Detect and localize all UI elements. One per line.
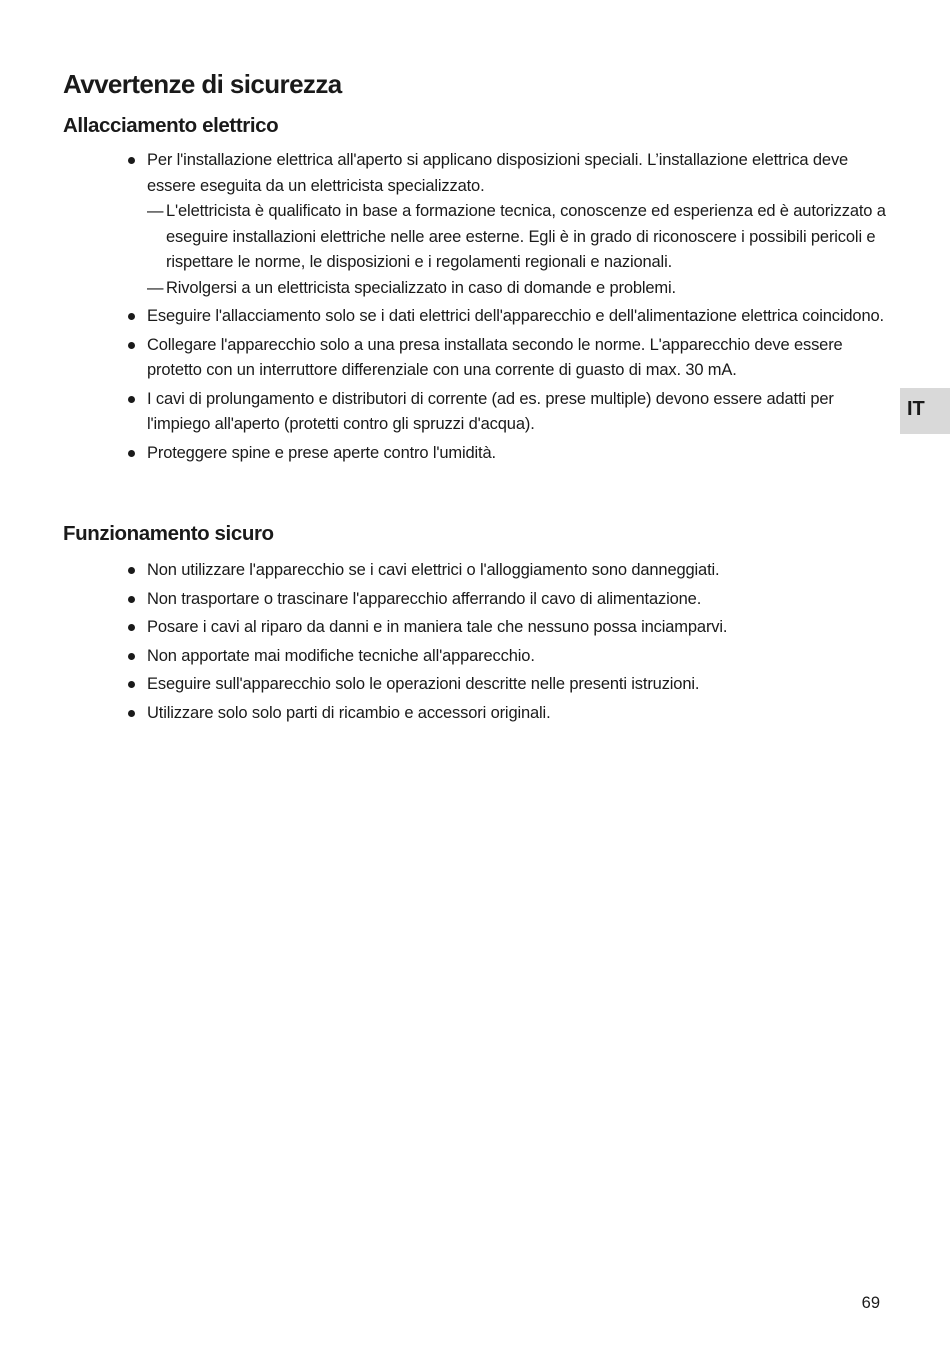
list-item-text: Collegare l'apparecchio solo a una presa installata secondo le norme. L'apparecchio deve essere protetto con un interruttore differenziale con una corrente di guasto di max. 30 mA. xyxy=(147,335,843,379)
bullet-icon xyxy=(128,596,135,603)
list-item-text: Proteggere spine e prese aperte contro l'umidità. xyxy=(147,443,496,462)
sub-list-item xyxy=(147,276,887,302)
list-item-text: Non utilizzare l'apparecchio se i cavi elettrici o l'alloggiamento sono danneggiati. xyxy=(147,561,720,579)
bullet-icon xyxy=(128,653,135,660)
sub-list-item-text: Rivolgersi a un elettricista specializzato in caso di domande e problemi. xyxy=(166,278,676,297)
list-item xyxy=(127,615,887,641)
list-item xyxy=(127,672,887,698)
bullet-icon xyxy=(128,313,135,320)
list-item xyxy=(127,387,887,438)
dash-icon: — xyxy=(147,202,164,220)
list-item-text: I cavi di prolungamento e distributori di corrente (ad es. prese multiple) devono essere adatti per l'impiego all'aperto (protetti contro gli spruzzi d'acqua). xyxy=(147,389,834,433)
bullet-icon xyxy=(128,450,135,457)
list-item-text: Posare i cavi al riparo da danni e in maniera tale che nessuno possa inciamparvi. xyxy=(147,618,728,636)
list-item xyxy=(127,701,887,727)
list-item-text: Non apportate mai modifiche tecniche all'apparecchio. xyxy=(147,646,535,665)
list-item xyxy=(127,441,887,467)
list-item xyxy=(127,558,887,584)
language-tab xyxy=(900,388,950,434)
bullet-icon xyxy=(128,567,135,574)
list-item xyxy=(127,587,887,613)
list-item xyxy=(127,333,887,384)
bullet-icon xyxy=(128,396,135,403)
bullet-icon xyxy=(128,624,135,631)
sub-list-item-text: L'elettricista è qualificato in base a formazione tecnica, conoscenze ed esperienza ed è autorizzato a eseguire installazioni elettriche nelle aree esterne. Egli è in grado di riconoscere i possibili pericoli e rispettare le norme, le disposizioni e i regolamenti regionali e nazionali. xyxy=(166,202,886,271)
section-title-safe-operation: Funzionamento sicuro xyxy=(63,522,274,545)
list-item-text: Non trasportare o trascinare l'apparecchio afferrando il cavo di alimentazione. xyxy=(147,589,702,608)
page-title: Avvertenze di sicurezza xyxy=(63,69,342,99)
electrical-connection-list xyxy=(127,148,887,469)
bullet-icon xyxy=(128,342,135,349)
page-number: 69 xyxy=(861,1294,880,1312)
list-item-text: Utilizzare solo solo parti di ricambio e accessori originali. xyxy=(147,703,551,722)
list-item xyxy=(127,644,887,670)
list-item xyxy=(127,304,887,330)
safe-operation-list xyxy=(127,558,887,729)
bullet-icon xyxy=(128,681,135,688)
list-item xyxy=(127,148,887,301)
section-title-electrical-connection: Allacciamento elettrico xyxy=(63,114,279,137)
bullet-icon xyxy=(128,710,135,717)
sub-list-item xyxy=(147,199,887,276)
dash-icon: — xyxy=(147,278,164,297)
list-item-text: Eseguire l'allacciamento solo se i dati elettrici dell'apparecchio e dell'alimentazione elettrica coincidono. xyxy=(147,307,884,325)
list-item-text: Per l'installazione elettrica all'aperto si applicano disposizioni speciali. L’installazione elettrica deve essere eseguita da un elettricista specializzato. xyxy=(147,151,849,195)
list-item-text: Eseguire sull'apparecchio solo le operazioni descritte nelle presenti istruzioni. xyxy=(147,675,700,693)
sub-list xyxy=(147,199,887,301)
bullet-icon xyxy=(128,157,135,164)
language-tab-label: IT xyxy=(907,398,925,420)
